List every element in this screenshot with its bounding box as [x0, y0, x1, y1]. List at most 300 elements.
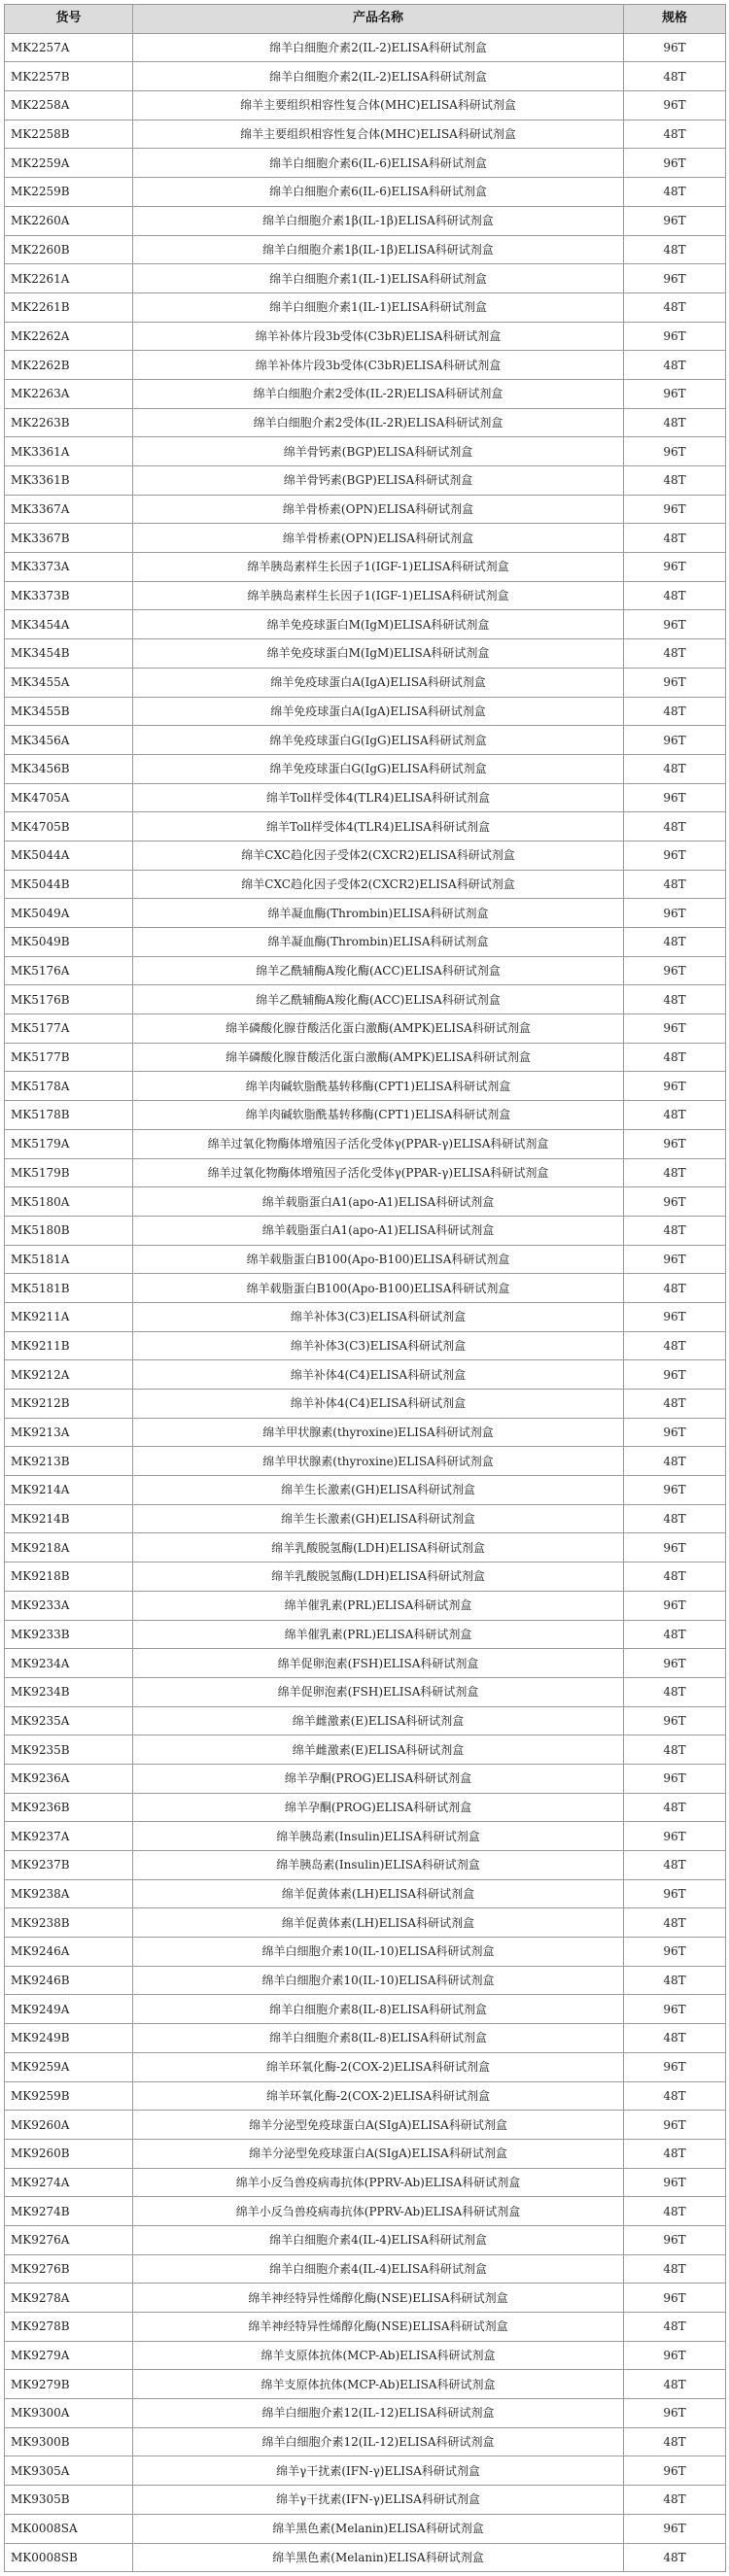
table-row — [5, 2399, 726, 2428]
table-row — [5, 2313, 726, 2342]
product-spec-cell: 48T — [624, 2024, 726, 2053]
product-spec-cell: 96T — [624, 1533, 726, 1563]
product-name-cell: 绵羊乳酸脱氢酶(LDH)ELISA科研试剂盒 — [133, 1563, 624, 1592]
product-code-cell: MK5180A — [5, 1187, 133, 1217]
table-row — [5, 91, 726, 120]
table-row — [5, 668, 726, 697]
product-code-cell: MK9212B — [5, 1390, 133, 1419]
product-name-cell: 绵羊免疫球蛋白M(IgM)ELISA科研试剂盒 — [133, 610, 624, 639]
table-row — [5, 466, 726, 496]
table-body — [5, 33, 726, 2572]
table-row — [5, 1995, 726, 2024]
product-code-cell: MK5176A — [5, 956, 133, 985]
product-code-cell: MK2258B — [5, 120, 133, 149]
product-code-cell: MK9276B — [5, 2254, 133, 2284]
product-spec-cell: 96T — [624, 1245, 726, 1274]
product-code-cell: MK3456A — [5, 726, 133, 755]
product-code-cell: MK2261A — [5, 264, 133, 293]
product-name-cell: 绵羊白细胞介素2受体(IL-2R)ELISA科研试剂盒 — [133, 379, 624, 408]
product-name-cell: 绵羊小反刍兽疫病毒抗体(PPRV-Ab)ELISA科研试剂盒 — [133, 2168, 624, 2197]
product-name-cell: 绵羊肉碱软脂酰基转移酶(CPT1)ELISA科研试剂盒 — [133, 1072, 624, 1101]
product-name-cell: 绵羊白细胞介素8(IL-8)ELISA科研试剂盒 — [133, 1995, 624, 2024]
product-spec-cell: 48T — [624, 1851, 726, 1880]
product-name-cell: 绵羊主要组织相容性复合体(MHC)ELISA科研试剂盒 — [133, 120, 624, 149]
product-name-cell: 绵羊载脂蛋白A1(apo-A1)ELISA科研试剂盒 — [133, 1187, 624, 1217]
product-spec-cell: 48T — [624, 2081, 726, 2111]
product-spec-cell: 96T — [624, 495, 726, 524]
product-code-cell: MK3367A — [5, 495, 133, 524]
table-row — [5, 1447, 726, 1476]
product-code-cell: MK5049A — [5, 899, 133, 928]
table-row — [5, 1879, 726, 1908]
product-name-cell: 绵羊雌激素(E)ELISA科研试剂盒 — [133, 1735, 624, 1765]
product-code-cell: MK3455A — [5, 668, 133, 697]
product-code-cell: MK3456B — [5, 754, 133, 783]
table-row — [5, 783, 726, 812]
product-code-cell: MK2259B — [5, 178, 133, 207]
product-spec-cell: 48T — [624, 1447, 726, 1476]
product-code-cell: MK2261B — [5, 292, 133, 322]
product-spec-cell: 48T — [624, 524, 726, 553]
table-row — [5, 1158, 726, 1187]
product-name-cell: 绵羊促黄体素(LH)ELISA科研试剂盒 — [133, 1908, 624, 1938]
product-code-cell: MK5179B — [5, 1158, 133, 1187]
product-code-cell: MK3361B — [5, 466, 133, 496]
table-row — [5, 33, 726, 62]
product-name-cell: 绵羊白细胞介素8(IL-8)ELISA科研试剂盒 — [133, 2024, 624, 2053]
product-name-cell: 绵羊生长激素(GH)ELISA科研试剂盒 — [133, 1504, 624, 1533]
product-spec-cell: 48T — [624, 1908, 726, 1938]
product-name-cell: 绵羊环氧化酶-2(COX-2)ELISA科研试剂盒 — [133, 2052, 624, 2081]
product-code-cell: MK9235B — [5, 1735, 133, 1765]
table-row — [5, 264, 726, 293]
product-table — [4, 4, 726, 2572]
table-row — [5, 1072, 726, 1101]
product-spec-cell: 96T — [624, 899, 726, 928]
product-code-cell: MK3455B — [5, 697, 133, 726]
product-code-cell: MK5049B — [5, 928, 133, 957]
product-name-cell: 绵羊骨桥素(OPN)ELISA科研试剂盒 — [133, 524, 624, 553]
product-name-cell: 绵羊过氧化物酶体增殖因子活化受体γ(PPAR-γ)ELISA科研试剂盒 — [133, 1158, 624, 1187]
product-spec-cell: 48T — [624, 1101, 726, 1130]
product-spec-cell: 48T — [624, 2313, 726, 2342]
product-spec-cell: 48T — [624, 1966, 726, 1995]
product-spec-cell: 96T — [624, 1187, 726, 1217]
product-code-cell: MK3361A — [5, 437, 133, 466]
table-row — [5, 1014, 726, 1044]
product-name-cell: 绵羊乙酰辅酶A羧化酶(ACC)ELISA科研试剂盒 — [133, 956, 624, 985]
product-spec-cell: 48T — [624, 1390, 726, 1419]
product-spec-cell: 96T — [624, 379, 726, 408]
table-row — [5, 2370, 726, 2399]
product-code-cell: MK5177B — [5, 1043, 133, 1072]
table-row — [5, 2427, 726, 2456]
product-code-cell: MK9236A — [5, 1764, 133, 1793]
product-name-cell: 绵羊载脂蛋白B100(Apo-B100)ELISA科研试剂盒 — [133, 1274, 624, 1303]
product-spec-cell: 96T — [624, 2514, 726, 2543]
table-row — [5, 581, 726, 610]
table-row — [5, 928, 726, 957]
product-code-cell: MK9246B — [5, 1966, 133, 1995]
product-name-cell: 绵羊补体3(C3)ELISA科研试剂盒 — [133, 1331, 624, 1360]
product-name-cell: 绵羊凝血酶(Thrombin)ELISA科研试剂盒 — [133, 928, 624, 957]
product-spec-cell: 48T — [624, 466, 726, 496]
product-table-container — [4, 4, 725, 2572]
table-row — [5, 1187, 726, 1217]
product-code-cell: MK5179A — [5, 1129, 133, 1158]
product-spec-cell: 96T — [624, 437, 726, 466]
table-row — [5, 2139, 726, 2168]
product-code-cell: MK9238B — [5, 1908, 133, 1938]
product-name-cell: 绵羊支原体抗体(MCP-Ab)ELISA科研试剂盒 — [133, 2370, 624, 2399]
product-name-cell: 绵羊白细胞介素4(IL-4)ELISA科研试剂盒 — [133, 2225, 624, 2254]
table-row — [5, 812, 726, 841]
product-name-cell: 绵羊乙酰辅酶A羧化酶(ACC)ELISA科研试剂盒 — [133, 985, 624, 1014]
product-name-cell: 绵羊促黄体素(LH)ELISA科研试剂盒 — [133, 1879, 624, 1908]
table-row — [5, 2052, 726, 2081]
product-code-cell: MK9211A — [5, 1302, 133, 1331]
product-spec-cell: 48T — [624, 928, 726, 957]
table-row — [5, 2081, 726, 2111]
table-row — [5, 610, 726, 639]
product-name-cell: 绵羊过氧化物酶体增殖因子活化受体γ(PPAR-γ)ELISA科研试剂盒 — [133, 1129, 624, 1158]
table-row — [5, 1735, 726, 1765]
table-row — [5, 1360, 726, 1390]
table-row — [5, 697, 726, 726]
product-code-cell: MK9236B — [5, 1793, 133, 1822]
product-name-cell: 绵羊环氧化酶-2(COX-2)ELISA科研试剂盒 — [133, 2081, 624, 2111]
product-code-cell: MK9234B — [5, 1677, 133, 1706]
product-name-cell: 绵羊Toll样受体4(TLR4)ELISA科研试剂盒 — [133, 783, 624, 812]
product-spec-cell: 48T — [624, 581, 726, 610]
product-name-cell: 绵羊分泌型免疫球蛋白A(SIgA)ELISA科研试剂盒 — [133, 2139, 624, 2168]
product-code-cell: MK5181B — [5, 1274, 133, 1303]
product-spec-cell: 48T — [624, 1331, 726, 1360]
product-code-cell: MK9212A — [5, 1360, 133, 1390]
table-row — [5, 2225, 726, 2254]
product-code-cell: MK3373B — [5, 581, 133, 610]
product-spec-cell: 96T — [624, 2341, 726, 2370]
product-code-cell: MK9278A — [5, 2284, 133, 2313]
product-name-cell: 绵羊黑色素(Melanin)ELISA科研试剂盒 — [133, 2543, 624, 2572]
product-code-cell: MK9233A — [5, 1591, 133, 1620]
table-row — [5, 322, 726, 351]
product-spec-cell: 96T — [624, 1014, 726, 1044]
product-code-cell: MK9249B — [5, 2024, 133, 2053]
header-code: 货号 — [5, 5, 133, 34]
product-name-cell: 绵羊甲状腺素(thyroxine)ELISA科研试剂盒 — [133, 1447, 624, 1476]
product-name-cell: 绵羊CXC趋化因子受体2(CXCR2)ELISA科研试剂盒 — [133, 870, 624, 899]
table-row — [5, 1533, 726, 1563]
table-row — [5, 524, 726, 553]
product-code-cell: MK5181A — [5, 1245, 133, 1274]
product-code-cell: MK5180B — [5, 1216, 133, 1245]
table-row — [5, 956, 726, 985]
product-name-cell: 绵羊骨钙素(BGP)ELISA科研试剂盒 — [133, 437, 624, 466]
product-code-cell: MK5044B — [5, 870, 133, 899]
product-spec-cell: 96T — [624, 1418, 726, 1447]
product-spec-cell: 96T — [624, 2168, 726, 2197]
table-row — [5, 2514, 726, 2543]
product-code-cell: MK3373A — [5, 553, 133, 582]
product-name-cell: 绵羊补体片段3b受体(C3bR)ELISA科研试剂盒 — [133, 322, 624, 351]
product-name-cell: 绵羊白细胞介素1(IL-1)ELISA科研试剂盒 — [133, 264, 624, 293]
product-code-cell: MK9305B — [5, 2486, 133, 2515]
product-spec-cell: 48T — [624, 1735, 726, 1765]
product-code-cell: MK9246A — [5, 1938, 133, 1967]
table-row — [5, 495, 726, 524]
product-code-cell: MK9300A — [5, 2399, 133, 2428]
product-spec-cell: 48T — [624, 351, 726, 380]
product-code-cell: MK9260B — [5, 2139, 133, 2168]
product-spec-cell: 96T — [624, 1649, 726, 1678]
table-row — [5, 1418, 726, 1447]
table-row — [5, 2341, 726, 2370]
table-row — [5, 639, 726, 669]
table-row — [5, 1043, 726, 1072]
table-row — [5, 2197, 726, 2226]
product-name-cell: 绵羊支原体抗体(MCP-Ab)ELISA科研试剂盒 — [133, 2341, 624, 2370]
product-spec-cell: 96T — [624, 1822, 726, 1851]
product-code-cell: MK9235A — [5, 1706, 133, 1735]
product-code-cell: MK9279A — [5, 2341, 133, 2370]
product-code-cell: MK9213B — [5, 1447, 133, 1476]
product-code-cell: MK2262A — [5, 322, 133, 351]
product-name-cell: 绵羊白细胞介素2(IL-2)ELISA科研试剂盒 — [133, 62, 624, 91]
product-spec-cell: 48T — [624, 1274, 726, 1303]
product-code-cell: MK9218A — [5, 1533, 133, 1563]
product-name-cell: 绵羊胰岛素样生长因子1(IGF-1)ELISA科研试剂盒 — [133, 581, 624, 610]
product-spec-cell: 48T — [624, 1563, 726, 1592]
product-spec-cell: 96T — [624, 1476, 726, 1505]
table-row — [5, 1302, 726, 1331]
product-code-cell: MK3454A — [5, 610, 133, 639]
product-name-cell: 绵羊乳酸脱氢酶(LDH)ELISA科研试剂盒 — [133, 1533, 624, 1563]
product-name-cell: 绵羊补体4(C4)ELISA科研试剂盒 — [133, 1360, 624, 1390]
product-spec-cell: 48T — [624, 2427, 726, 2456]
product-code-cell: MK9305A — [5, 2456, 133, 2486]
table-row — [5, 206, 726, 235]
table-row — [5, 2486, 726, 2515]
product-spec-cell: 96T — [624, 610, 726, 639]
table-row — [5, 351, 726, 380]
product-spec-cell: 48T — [624, 2197, 726, 2226]
table-row — [5, 1331, 726, 1360]
product-name-cell: 绵羊白细胞介素1β(IL-1β)ELISA科研试剂盒 — [133, 206, 624, 235]
product-code-cell: MK2260A — [5, 206, 133, 235]
product-name-cell: 绵羊肉碱软脂酰基转移酶(CPT1)ELISA科研试剂盒 — [133, 1101, 624, 1130]
product-name-cell: 绵羊白细胞介素6(IL-6)ELISA科研试剂盒 — [133, 178, 624, 207]
table-header — [5, 5, 726, 34]
table-row — [5, 1649, 726, 1678]
product-code-cell: MK9300B — [5, 2427, 133, 2456]
product-spec-cell: 48T — [624, 1043, 726, 1072]
product-spec-cell: 96T — [624, 1706, 726, 1735]
product-spec-cell: 96T — [624, 783, 726, 812]
product-spec-cell: 48T — [624, 62, 726, 91]
product-spec-cell: 96T — [624, 726, 726, 755]
table-row — [5, 2168, 726, 2197]
table-row — [5, 1822, 726, 1851]
product-code-cell: MK5178A — [5, 1072, 133, 1101]
table-row — [5, 1563, 726, 1592]
product-name-cell: 绵羊分泌型免疫球蛋白A(SIgA)ELISA科研试剂盒 — [133, 2111, 624, 2140]
product-code-cell: MK5178B — [5, 1101, 133, 1130]
table-row — [5, 1476, 726, 1505]
product-name-cell: 绵羊白细胞介素10(IL-10)ELISA科研试剂盒 — [133, 1938, 624, 1967]
table-row — [5, 1938, 726, 1967]
table-row — [5, 841, 726, 870]
product-code-cell: MK9214B — [5, 1504, 133, 1533]
product-name-cell: 绵羊CXC趋化因子受体2(CXCR2)ELISA科研试剂盒 — [133, 841, 624, 870]
product-name-cell: 绵羊免疫球蛋白A(IgA)ELISA科研试剂盒 — [133, 668, 624, 697]
product-spec-cell: 48T — [624, 697, 726, 726]
product-name-cell: 绵羊孕酮(PROG)ELISA科研试剂盒 — [133, 1764, 624, 1793]
table-row — [5, 292, 726, 322]
product-spec-cell: 96T — [624, 2399, 726, 2428]
product-name-cell: 绵羊载脂蛋白A1(apo-A1)ELISA科研试剂盒 — [133, 1216, 624, 1245]
product-name-cell: 绵羊白细胞介素4(IL-4)ELISA科研试剂盒 — [133, 2254, 624, 2284]
product-spec-cell: 96T — [624, 1360, 726, 1390]
product-code-cell: MK9249A — [5, 1995, 133, 2024]
product-spec-cell: 48T — [624, 2254, 726, 2284]
table-row — [5, 1706, 726, 1735]
table-row — [5, 1101, 726, 1130]
product-spec-cell: 96T — [624, 1072, 726, 1101]
product-code-cell: MK2258A — [5, 91, 133, 120]
product-spec-cell: 96T — [624, 2052, 726, 2081]
table-row — [5, 1908, 726, 1938]
product-code-cell: MK9260A — [5, 2111, 133, 2140]
product-spec-cell: 48T — [624, 639, 726, 669]
table-row — [5, 149, 726, 178]
product-spec-cell: 48T — [624, 1793, 726, 1822]
product-spec-cell: 48T — [624, 292, 726, 322]
table-row — [5, 2254, 726, 2284]
product-name-cell: 绵羊Toll样受体4(TLR4)ELISA科研试剂盒 — [133, 812, 624, 841]
product-code-cell: MK2262B — [5, 351, 133, 380]
product-name-cell: 绵羊γ干扰素(IFN-γ)ELISA科研试剂盒 — [133, 2486, 624, 2515]
product-name-cell: 绵羊免疫球蛋白A(IgA)ELISA科研试剂盒 — [133, 697, 624, 726]
product-name-cell: 绵羊白细胞介素1(IL-1)ELISA科研试剂盒 — [133, 292, 624, 322]
product-code-cell: MK9234A — [5, 1649, 133, 1678]
product-code-cell: MK9218B — [5, 1563, 133, 1592]
product-name-cell: 绵羊骨桥素(OPN)ELISA科研试剂盒 — [133, 495, 624, 524]
product-code-cell: MK9276A — [5, 2225, 133, 2254]
product-spec-cell: 96T — [624, 1764, 726, 1793]
product-name-cell: 绵羊白细胞介素2(IL-2)ELISA科研试剂盒 — [133, 33, 624, 62]
product-spec-cell: 96T — [624, 33, 726, 62]
table-row — [5, 62, 726, 91]
product-name-cell: 绵羊促卵泡素(FSH)ELISA科研试剂盒 — [133, 1677, 624, 1706]
table-row — [5, 1764, 726, 1793]
product-code-cell: MK3454B — [5, 639, 133, 669]
table-row — [5, 2456, 726, 2486]
table-row — [5, 437, 726, 466]
product-name-cell: 绵羊白细胞介素6(IL-6)ELISA科研试剂盒 — [133, 149, 624, 178]
product-spec-cell: 96T — [624, 956, 726, 985]
table-row — [5, 1677, 726, 1706]
product-spec-cell: 96T — [624, 1591, 726, 1620]
product-spec-cell: 96T — [624, 841, 726, 870]
table-row — [5, 178, 726, 207]
table-row — [5, 1390, 726, 1419]
table-row — [5, 1245, 726, 1274]
product-name-cell: 绵羊免疫球蛋白M(IgM)ELISA科研试剂盒 — [133, 639, 624, 669]
table-row — [5, 408, 726, 437]
product-code-cell: MK2257A — [5, 33, 133, 62]
product-code-cell: MK5044A — [5, 841, 133, 870]
table-row — [5, 2024, 726, 2053]
table-row — [5, 235, 726, 264]
product-spec-cell: 96T — [624, 2111, 726, 2140]
product-code-cell: MK9278B — [5, 2313, 133, 2342]
table-row — [5, 754, 726, 783]
header-spec: 规格 — [624, 5, 726, 34]
product-spec-cell: 48T — [624, 2370, 726, 2399]
product-code-cell: MK9233B — [5, 1620, 133, 1649]
product-spec-cell: 48T — [624, 120, 726, 149]
product-code-cell: MK0008SA — [5, 2514, 133, 2543]
table-row — [5, 1620, 726, 1649]
product-spec-cell: 48T — [624, 985, 726, 1014]
product-code-cell: MK9213A — [5, 1418, 133, 1447]
product-name-cell: 绵羊载脂蛋白B100(Apo-B100)ELISA科研试剂盒 — [133, 1245, 624, 1274]
product-name-cell: 绵羊磷酸化腺苷酸活化蛋白激酶(AMPK)ELISA科研试剂盒 — [133, 1043, 624, 1072]
product-name-cell: 绵羊孕酮(PROG)ELISA科研试剂盒 — [133, 1793, 624, 1822]
product-code-cell: MK9211B — [5, 1331, 133, 1360]
table-row — [5, 120, 726, 149]
product-name-cell: 绵羊骨钙素(BGP)ELISA科研试剂盒 — [133, 466, 624, 496]
product-name-cell: 绵羊磷酸化腺苷酸活化蛋白激酶(AMPK)ELISA科研试剂盒 — [133, 1014, 624, 1044]
product-name-cell: 绵羊催乳素(PRL)ELISA科研试剂盒 — [133, 1620, 624, 1649]
table-row — [5, 870, 726, 899]
table-row — [5, 1966, 726, 1995]
product-spec-cell: 96T — [624, 1302, 726, 1331]
product-spec-cell: 48T — [624, 178, 726, 207]
header-row — [5, 5, 726, 34]
product-spec-cell: 96T — [624, 1879, 726, 1908]
table-row — [5, 1274, 726, 1303]
product-code-cell: MK4705A — [5, 783, 133, 812]
table-row — [5, 379, 726, 408]
product-name-cell: 绵羊甲状腺素(thyroxine)ELISA科研试剂盒 — [133, 1418, 624, 1447]
product-code-cell: MK9274B — [5, 2197, 133, 2226]
product-code-cell: MK9274A — [5, 2168, 133, 2197]
product-spec-cell: 48T — [624, 1504, 726, 1533]
product-name-cell: 绵羊神经特异性烯醇化酶(NSE)ELISA科研试剂盒 — [133, 2313, 624, 2342]
product-name-cell: 绵羊补体片段3b受体(C3bR)ELISA科研试剂盒 — [133, 351, 624, 380]
product-code-cell: MK2257B — [5, 62, 133, 91]
product-spec-cell: 48T — [624, 1677, 726, 1706]
product-spec-cell: 96T — [624, 149, 726, 178]
product-name-cell: 绵羊白细胞介素12(IL-12)ELISA科研试剂盒 — [133, 2427, 624, 2456]
table-row — [5, 1504, 726, 1533]
table-row — [5, 899, 726, 928]
product-spec-cell: 48T — [624, 870, 726, 899]
product-name-cell: 绵羊黑色素(Melanin)ELISA科研试剂盒 — [133, 2514, 624, 2543]
product-spec-cell: 96T — [624, 91, 726, 120]
product-name-cell: 绵羊γ干扰素(IFN-γ)ELISA科研试剂盒 — [133, 2456, 624, 2486]
product-spec-cell: 48T — [624, 1620, 726, 1649]
product-code-cell: MK9237B — [5, 1851, 133, 1880]
product-code-cell: MK9259B — [5, 2081, 133, 2111]
product-spec-cell: 48T — [624, 754, 726, 783]
product-code-cell: MK9214A — [5, 1476, 133, 1505]
product-name-cell: 绵羊免疫球蛋白G(IgG)ELISA科研试剂盒 — [133, 754, 624, 783]
product-name-cell: 绵羊主要组织相容性复合体(MHC)ELISA科研试剂盒 — [133, 91, 624, 120]
product-spec-cell: 48T — [624, 812, 726, 841]
